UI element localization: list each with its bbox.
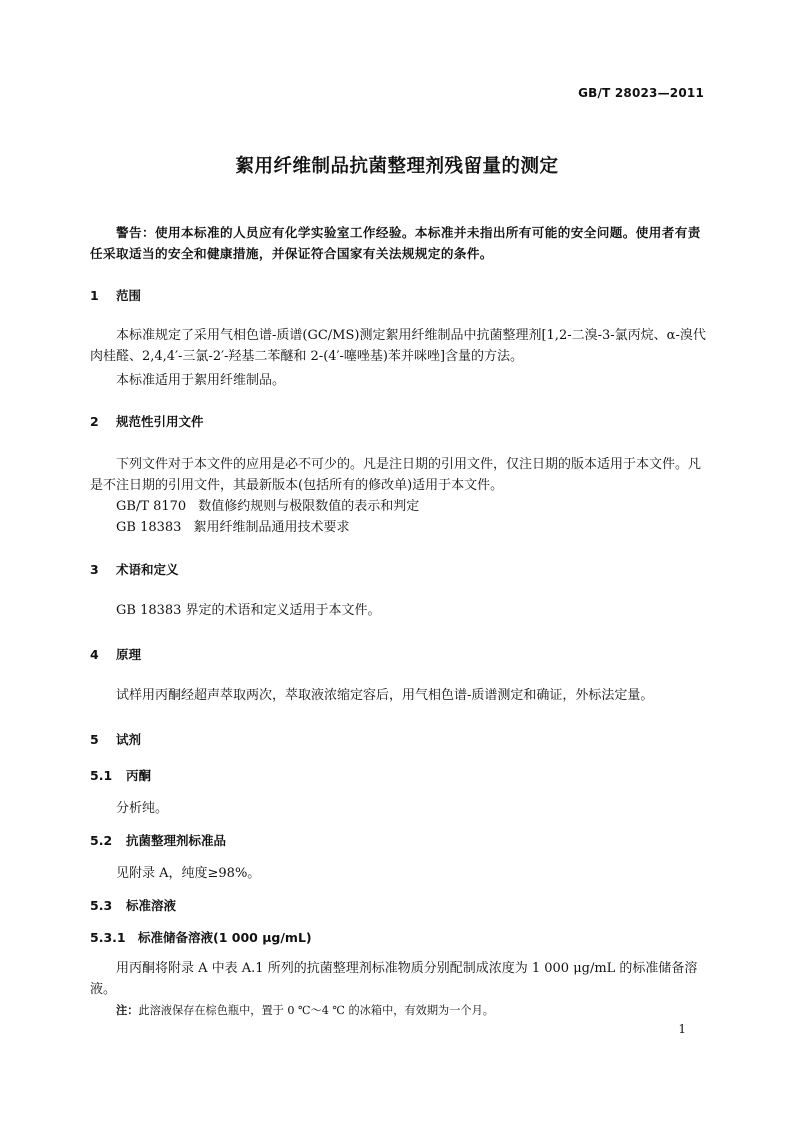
section-number: 5.2 — [90, 833, 113, 848]
note-label: 注： — [116, 1004, 139, 1017]
document-title: 絮用纤维制品抗菌整理剂残留量的测定 — [235, 156, 559, 177]
section-title: 原理 — [116, 647, 142, 662]
section-title: 术语和定义 — [116, 562, 179, 577]
section-5-heading — [90, 731, 141, 749]
section-title: 丙酮 — [126, 768, 152, 783]
terms-paragraph: GB 18383 界定的术语和定义适用于本文件。 — [116, 603, 381, 618]
section-5-3-heading — [90, 897, 176, 915]
scope-applicability: 本标准适用于絮用纤维制品。 — [116, 373, 286, 388]
acetone-spec: 分析纯。 — [116, 801, 169, 816]
section-5-1-heading — [90, 767, 151, 785]
section-1-heading — [90, 287, 141, 305]
reference-code: GB/T 8170 — [116, 499, 187, 514]
section-4-heading — [90, 646, 141, 664]
section-title: 范围 — [116, 288, 142, 303]
reference-item — [116, 496, 419, 517]
reference-item — [116, 517, 349, 538]
principle-paragraph: 试样用丙酮经超声萃取两次，萃取液浓缩定容后，用气相色谱-质谱测定和确证，外标法定量。 — [116, 688, 654, 703]
section-5-3-1-heading — [90, 929, 312, 947]
stock-solution-paragraph: 用丙酮将附录 A 中表 A.1 所列的抗菌整理剂标准物质分别配制成浓度为 1 000 μg/mL 的标准储备溶液。 — [90, 961, 698, 997]
standard-substance-spec: 见附录 A，纯度≥98%。 — [116, 866, 261, 881]
reference-title: 数值修约规则与极限数值的表示和判定 — [198, 499, 420, 514]
section-title: 标准储备溶液(1 000 μg/mL) — [138, 930, 312, 945]
section-title: 抗菌整理剂标准品 — [126, 833, 227, 848]
section-title: 试剂 — [116, 732, 142, 747]
warning-paragraph: 警告：使用本标准的人员应有化学实验室工作经验。本标准并未指出所有可能的安全问题。使用者有责任采取适当的安全和健康措施，并保证符合国家有关法规规定的条件。 — [90, 225, 701, 261]
section-3-heading — [90, 561, 179, 579]
page-number: 1 — [678, 1022, 686, 1036]
section-5-2-heading — [90, 832, 226, 850]
section-2-heading — [90, 413, 204, 431]
reference-code: GB 18383 — [116, 520, 182, 535]
section-title: 标准溶液 — [126, 898, 177, 913]
section-number: 2 — [90, 414, 99, 429]
section-number: 3 — [90, 562, 99, 577]
section-number: 5 — [90, 732, 99, 747]
reference-title: 絮用纤维制品通用技术要求 — [193, 520, 350, 535]
note — [116, 1003, 494, 1019]
section-title: 规范性引用文件 — [116, 414, 204, 429]
section-number: 4 — [90, 647, 99, 662]
section-number: 5.3.1 — [90, 930, 126, 945]
standard-code: GB/T 28023—2011 — [578, 86, 704, 100]
section-number: 5.1 — [90, 768, 113, 783]
note-text: 此溶液保存在棕色瓶中，置于 0 ℃～4 ℃ 的冰箱中，有效期为一个月。 — [138, 1004, 494, 1017]
section-number: 5.3 — [90, 898, 113, 913]
section-number: 1 — [90, 288, 99, 303]
scope-paragraph: 本标准规定了采用气相色谱-质谱(GC/MS)测定絮用纤维制品中抗菌整理剂[1,2-二溴-3-氯丙烷、α-溴代肉桂醛、2,4,4′-三氯-2′-羟基二苯醚和 2-(4′-噻唑基)苯并咪唑]含量的方法。 — [90, 328, 706, 364]
normative-references-paragraph: 下列文件对于本文件的应用是必不可少的。凡是注日期的引用文件，仅注日期的版本适用于本文件。凡是不注日期的引用文件，其最新版本(包括所有的修改单)适用于本文件。 — [90, 457, 702, 493]
